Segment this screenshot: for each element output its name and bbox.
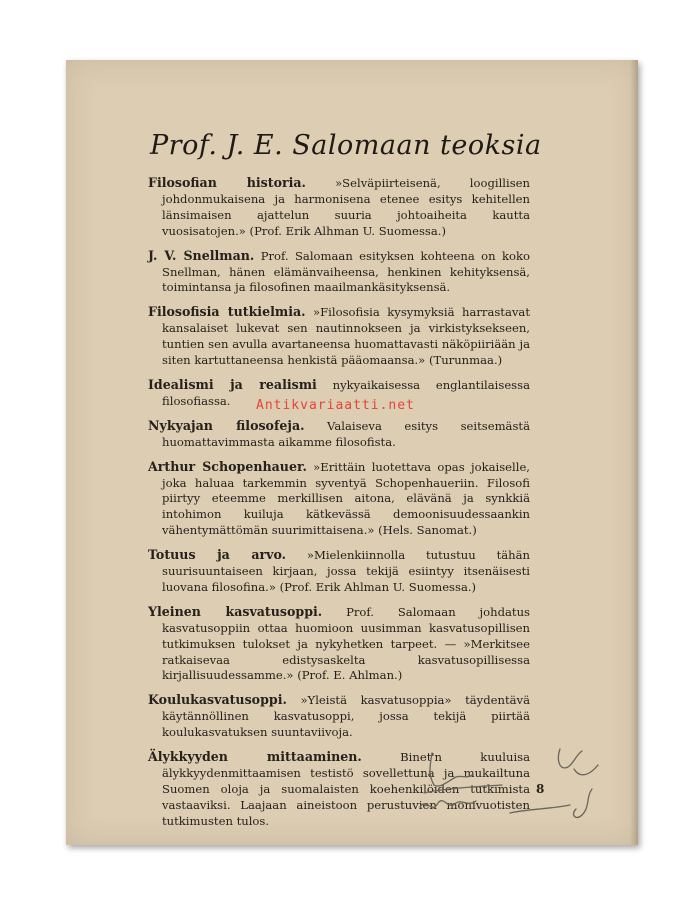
work-title: Idealismi ja realismi <box>148 376 317 392</box>
work-title: Älykkyyden mittaaminen. <box>148 749 362 765</box>
work-title: Nykyajan filosofeja. <box>148 417 305 433</box>
work-description: »Yleistä kasvatusoppia» täydentävä käytännöllinen kasvatusoppi, jossa tekijä piirtää koulukasvatuksen suuntaviivoja. <box>162 693 531 740</box>
work-description: »Filosofisia kysymyksiä harrastavat kansalaiset lukevat sen nautinnokseen ja virkistyksekseen, tuntien sen avulla avartaneensa huomattavasti näköpiiriään ja siten kartuttaneensa henkistä pääomaansa.» (Turunmaa.) <box>162 305 530 368</box>
work-description: Prof. Salomaan esityksen kohteena on koko Snellman, hänen elämänvaiheensa, henkinen kehityksensä, toimintansa ja filosofinen maailmankäsityksensä. <box>162 248 530 295</box>
works-list <box>148 175 530 838</box>
work-entry <box>148 304 530 369</box>
work-entry <box>148 175 530 240</box>
work-entry <box>148 604 530 685</box>
work-title: Totuus ja arvo. <box>148 547 287 563</box>
work-entry <box>148 692 530 741</box>
work-entry <box>148 459 530 540</box>
work-title: Koulukasvatusoppi. <box>148 692 287 708</box>
work-description: »Selväpiirteisenä, loogillisen johdonmukaisena ja harmonisena etenee esitys kehitellen länsimaisen ajattelun suuria johtoaiheita kautta vuosisatojen.» (Prof. Erik Alhman U. Suomessa.) <box>162 176 530 238</box>
work-entry <box>148 248 530 297</box>
work-title: Arthur Schopenhauer. <box>148 458 307 474</box>
work-description: Prof. Salomaan johdatus kasvatusoppiin ottaa huomioon uusimman kasvatusopillisen tutkimuksen tulokset ja nykyhetken tarpeet. — »Merkitsee ratkaisevaa edistysaskelta kasvatusopillisessa kirjallisuudessamme.» (Prof. E. Ahlman.) <box>162 604 531 683</box>
work-entry <box>148 547 530 596</box>
work-title: Filosofisia tutkielmia. <box>148 304 306 320</box>
work-description: Binet'n kuuluisa älykkyydenmittaamisen testistö sovellettuna ja mukailtuna Suomen oloja ja suomalaisten koehenkilöiden tutkimista vastaaviksi. Laajaan aineistoon perustuvien monivuotisten tutkimusten tulos. <box>162 750 531 828</box>
work-entry <box>148 418 530 451</box>
work-title: Filosofian historia. <box>148 175 306 190</box>
page-number: 8 <box>536 782 545 796</box>
work-description: Valaiseva esitys seitsemästä huomattavimmasta aikamme filosofista. <box>162 418 530 449</box>
work-description: »Erittäin luotettava opas jokaiselle, joka haluaa tarkemmin syventyä Schopenhaueriin. Filosofi piirtyy eteemme merkillisen aitona, elävänä ja synkkiä intohimon kuiluja kätkevässä demoonisuudessaankin vähentymättömän suurimittaisena.» (Hels. Sanomat.) <box>162 459 530 538</box>
watermark-text: Antikvariaatti.net <box>256 398 415 413</box>
cover-heading: Prof. J. E. Salomaan teoksia <box>150 130 542 161</box>
work-title: Yleinen kasvatusoppi. <box>148 603 323 619</box>
pencil-signature <box>410 745 620 840</box>
work-title: J. V. Snellman. <box>148 247 255 263</box>
work-description: nykyaikaisessa englantilaisessa filosofiassa. <box>162 377 530 408</box>
work-description: »Mielenkiinnolla tutustuu tähän suurisuuntaiseen kirjaan, jossa tekijä esiintyy itsenäisesti luovana filosofina.» (Prof. Erik Ahlman U. Suomessa.) <box>162 548 530 594</box>
cover-edge-shadow <box>630 60 638 845</box>
